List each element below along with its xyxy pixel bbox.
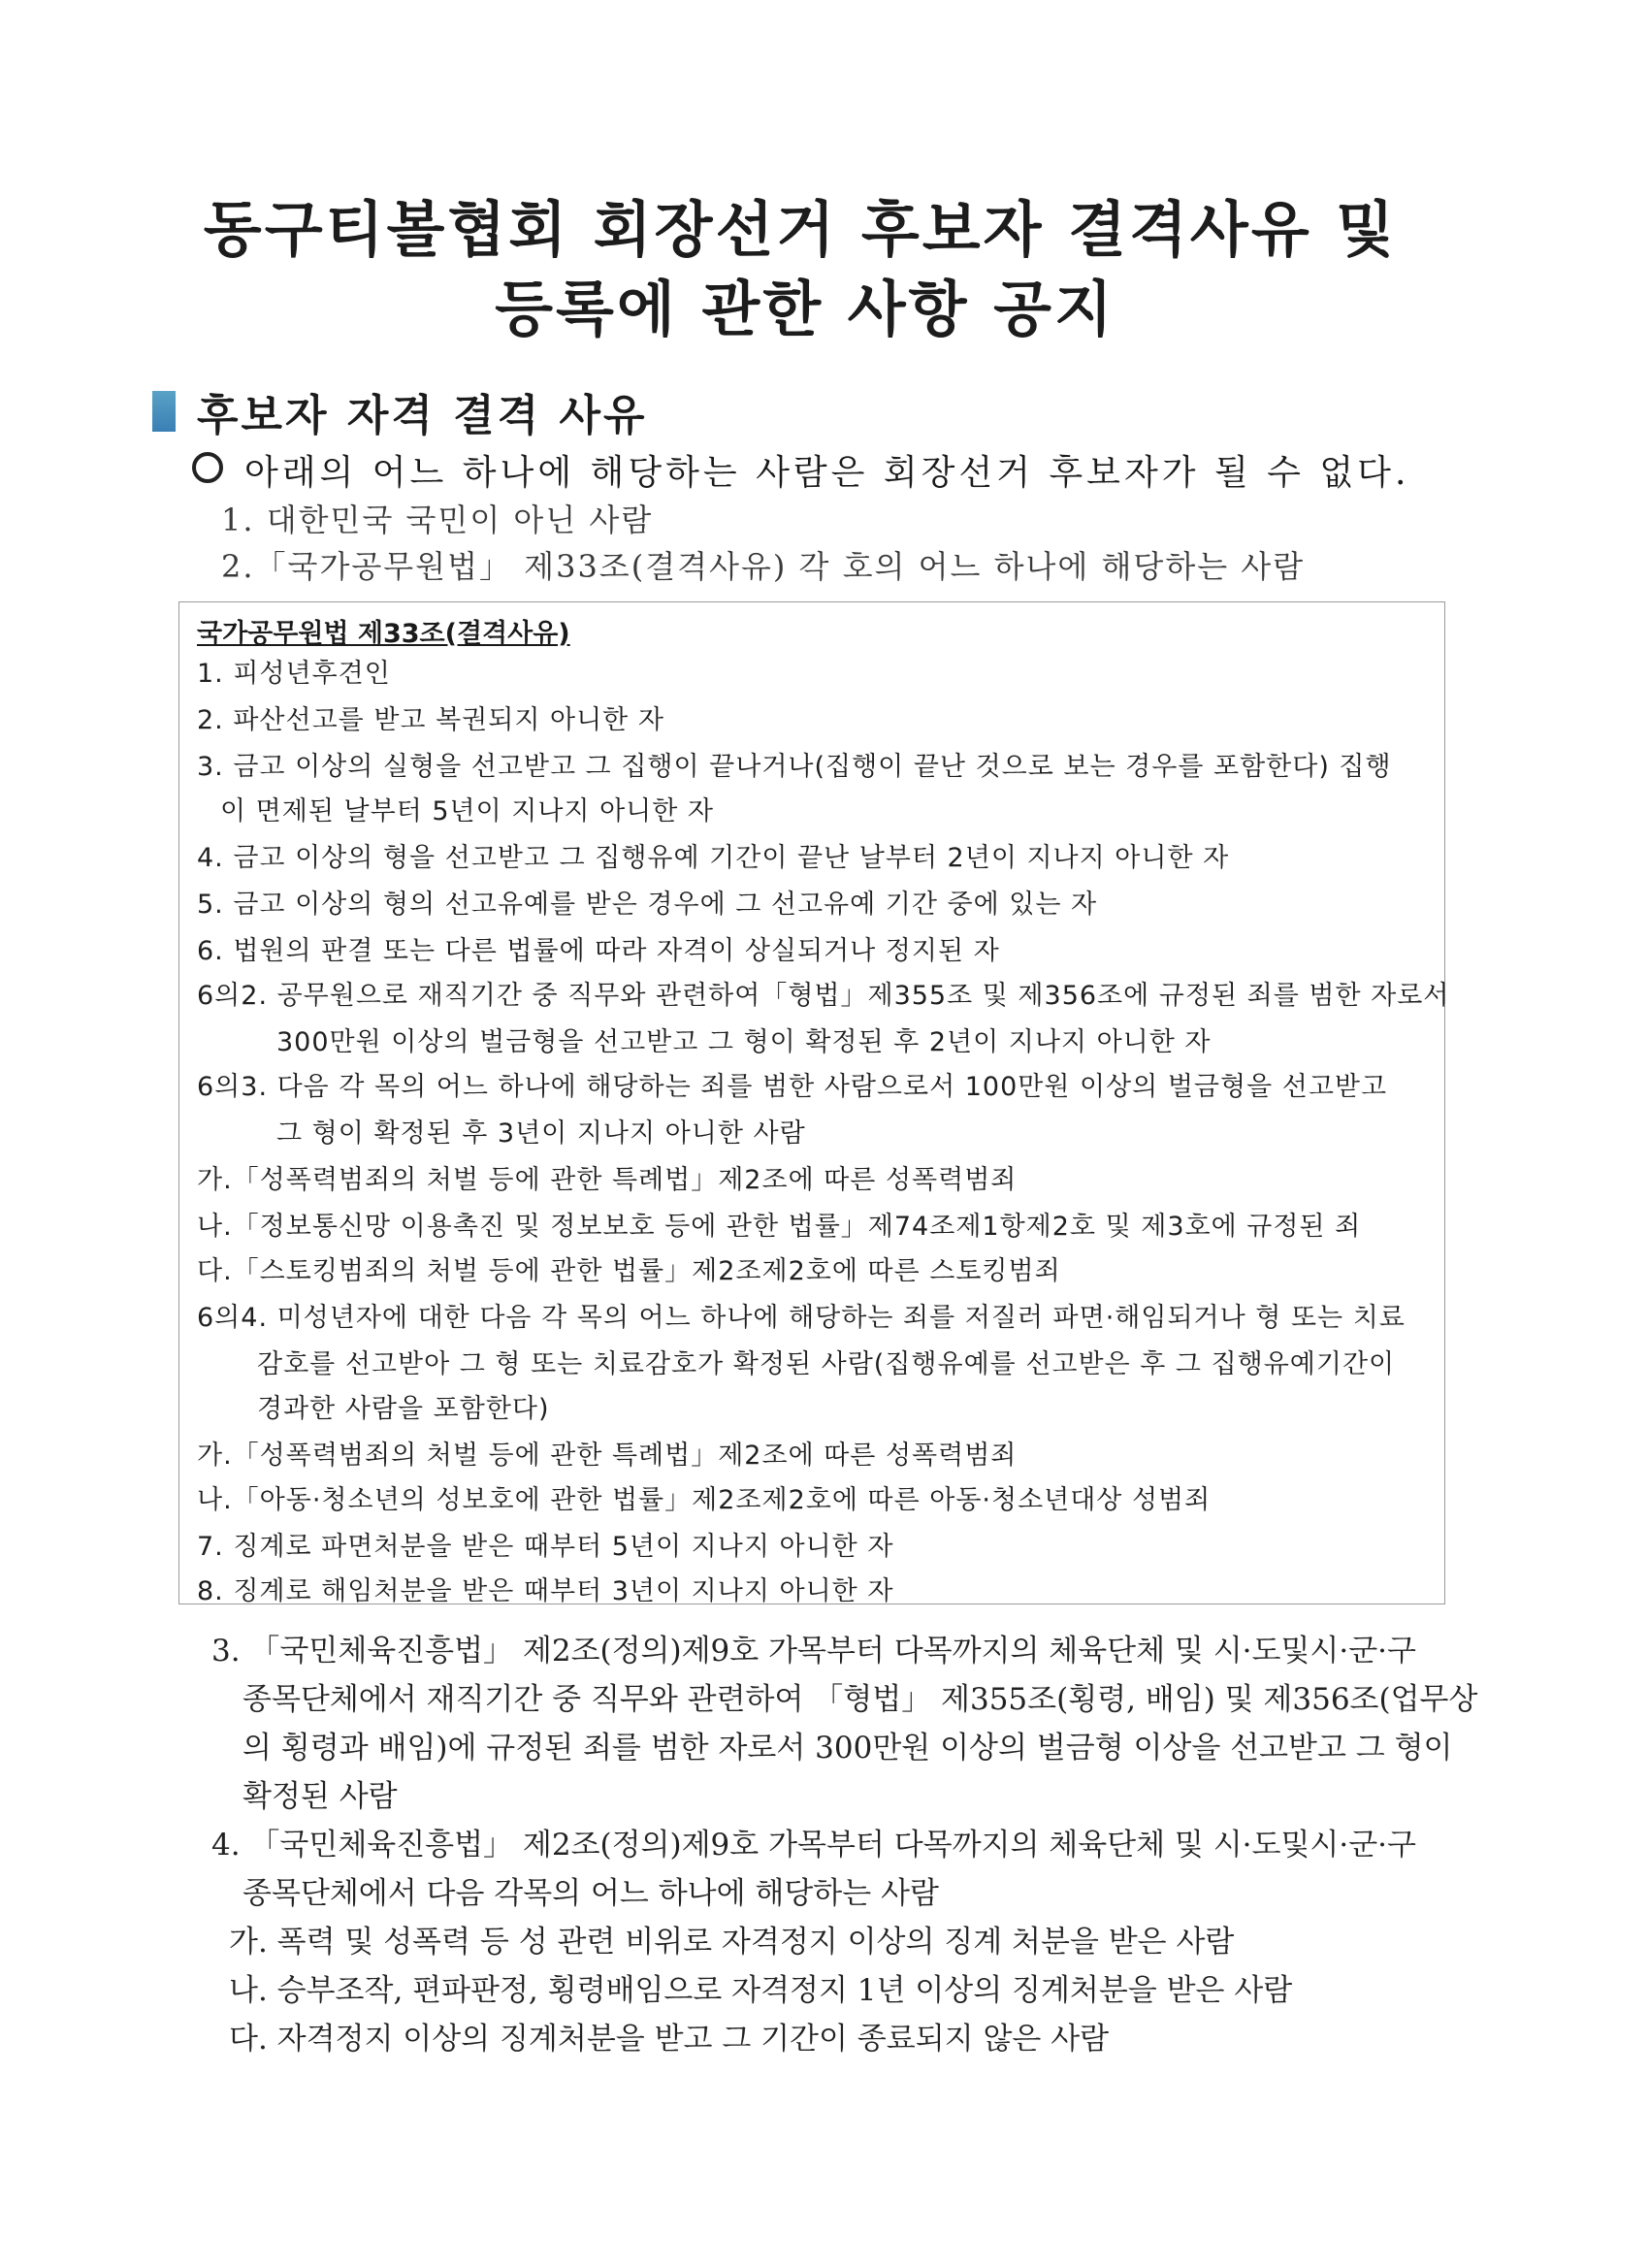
item3-line: 종목단체에서 재직기간 중 직무와 관련하여 「형법」 제355조(횡령, 배임) 및 제356조(업무상 [242, 1682, 1478, 1717]
item4-line: 종목단체에서 다음 각목의 어느 하나에 해당하는 사람 [242, 1876, 939, 1911]
law-line: 6. 법원의 판결 또는 다른 법률에 따라 자격이 상실되거나 정지된 자 [197, 936, 1000, 966]
law-line: 5. 금고 이상의 형의 선고유예를 받은 경우에 그 선고유예 기간 중에 있는 자 [197, 890, 1098, 920]
section-bar-icon [152, 391, 176, 432]
item3-line: 의 횡령과 배임)에 규정된 죄를 범한 자로서 300만원 이상의 벌금형 이상을 선고받고 그 형이 [242, 1731, 1453, 1766]
item4-line: 4. 「국민체육진흥법」 제2조(정의)제9호 가목부터 다목까지의 체육단체 및 시·도및시·군·구 [211, 1828, 1416, 1863]
law-line: 7. 징계로 파면처분을 받은 때부터 5년이 지나지 아니한 자 [197, 1532, 894, 1562]
list-item: 2.「국가공무원법」 제33조(결격사유) 각 호의 어느 하나에 해당하는 사람 [221, 548, 1306, 585]
rule-statement [192, 448, 1409, 499]
law-line: 6의3. 다음 각 목의 어느 하나에 해당하는 죄를 범한 사람으로서 100만원 이상의 벌금형을 선고받고 [197, 1072, 1388, 1102]
law-line: 나.「정보통신망 이용촉진 및 정보보호 등에 관한 법률」제74조제1항제2호 및 제3호에 규정된 죄 [197, 1212, 1362, 1242]
item4-subitem: 나. 승부조작, 편파판정, 횡령배임으로 자격정지 1년 이상의 징계처분을 받은 사람 [229, 1973, 1293, 2008]
law-line: 나.「아동·청소년의 성보호에 관한 법률」제2조제2호에 따른 아동·청소년대상 성범죄 [197, 1485, 1212, 1515]
law-excerpt-box [178, 601, 1450, 1606]
law-line: 그 형이 확정된 후 3년이 지나지 아니한 사람 [276, 1118, 806, 1149]
law-line: 6의2. 공무원으로 재직기간 중 직무와 관련하여「형법」제355조 및 제356조에 규정된 죄를 범한 자로서 [197, 981, 1450, 1011]
law-line: 3. 금고 이상의 실형을 선고받고 그 집행이 끝나거나(집행이 끝난 것으로 보는 경우를 포함한다) 집행 [197, 752, 1392, 782]
law-line: 경과한 사람을 포함한다) [257, 1394, 550, 1424]
law-line: 감호를 선고받아 그 형 또는 치료감호가 확정된 사람(집행유예를 선고받은 후 그 집행유예기간이 [257, 1349, 1396, 1379]
page-title-line-2: 등록에 관한 사항 공지 [495, 274, 1116, 344]
law-line: 4. 금고 이상의 형을 선고받고 그 집행유예 기간이 끝난 날부터 2년이 지나지 아니한 자 [197, 843, 1230, 873]
law-line: 6의4. 미성년자에 대한 다음 각 목의 어느 하나에 해당하는 죄를 저질러 파면·해임되거나 형 또는 치료 [197, 1303, 1406, 1333]
law-line: 가.「성폭력범죄의 처벌 등에 관한 특례법」제2조에 따른 성폭력범죄 [197, 1441, 1018, 1471]
law-box-title: 국가공무원법 제33조(결격사유) [197, 619, 570, 649]
item4-subitem: 다. 자격정지 이상의 징계처분을 받고 그 기간이 종료되지 않은 사람 [229, 2022, 1110, 2057]
law-line: 1. 피성년후견인 [197, 659, 391, 689]
law-line: 2. 파산선고를 받고 복권되지 아니한 자 [197, 705, 664, 735]
rule-text: 아래의 어느 하나에 해당하는 사람은 회장선거 후보자가 될 수 없다. [244, 453, 1410, 493]
law-line: 가.「성폭력범죄의 처벌 등에 관한 특례법」제2조에 따른 성폭력범죄 [197, 1165, 1018, 1195]
list-item: 1. 대한민국 국민이 아닌 사람 [221, 502, 654, 538]
circle-bullet-icon [192, 452, 223, 483]
law-line: 8. 징계로 해임처분을 받은 때부터 3년이 지나지 아니한 자 [197, 1576, 894, 1606]
section-heading [152, 386, 648, 440]
law-line: 이 면제된 날부터 5년이 지나지 아니한 자 [220, 796, 714, 826]
law-line: 300만원 이상의 벌금형을 선고받고 그 형이 확정된 후 2년이 지나지 아니한 자 [276, 1027, 1212, 1057]
item3-line: 3. 「국민체육진흥법」 제2조(정의)제9호 가목부터 다목까지의 체육단체 및 시·도및시·군·구 [211, 1634, 1416, 1669]
item4-subitem: 가. 폭력 및 성폭력 등 성 관련 비위로 자격정지 이상의 징계 처분을 받은 사람 [229, 1925, 1235, 1960]
item3-line: 확정된 사람 [242, 1779, 398, 1814]
section-title: 후보자 자격 결격 사유 [197, 391, 648, 440]
law-line: 다.「스토킹범죄의 처벌 등에 관한 법률」제2조제2호에 따른 스토킹범죄 [197, 1256, 1061, 1286]
page-title-line-1: 동구티볼협회 회장선거 후보자 결격사유 및 [203, 194, 1398, 265]
